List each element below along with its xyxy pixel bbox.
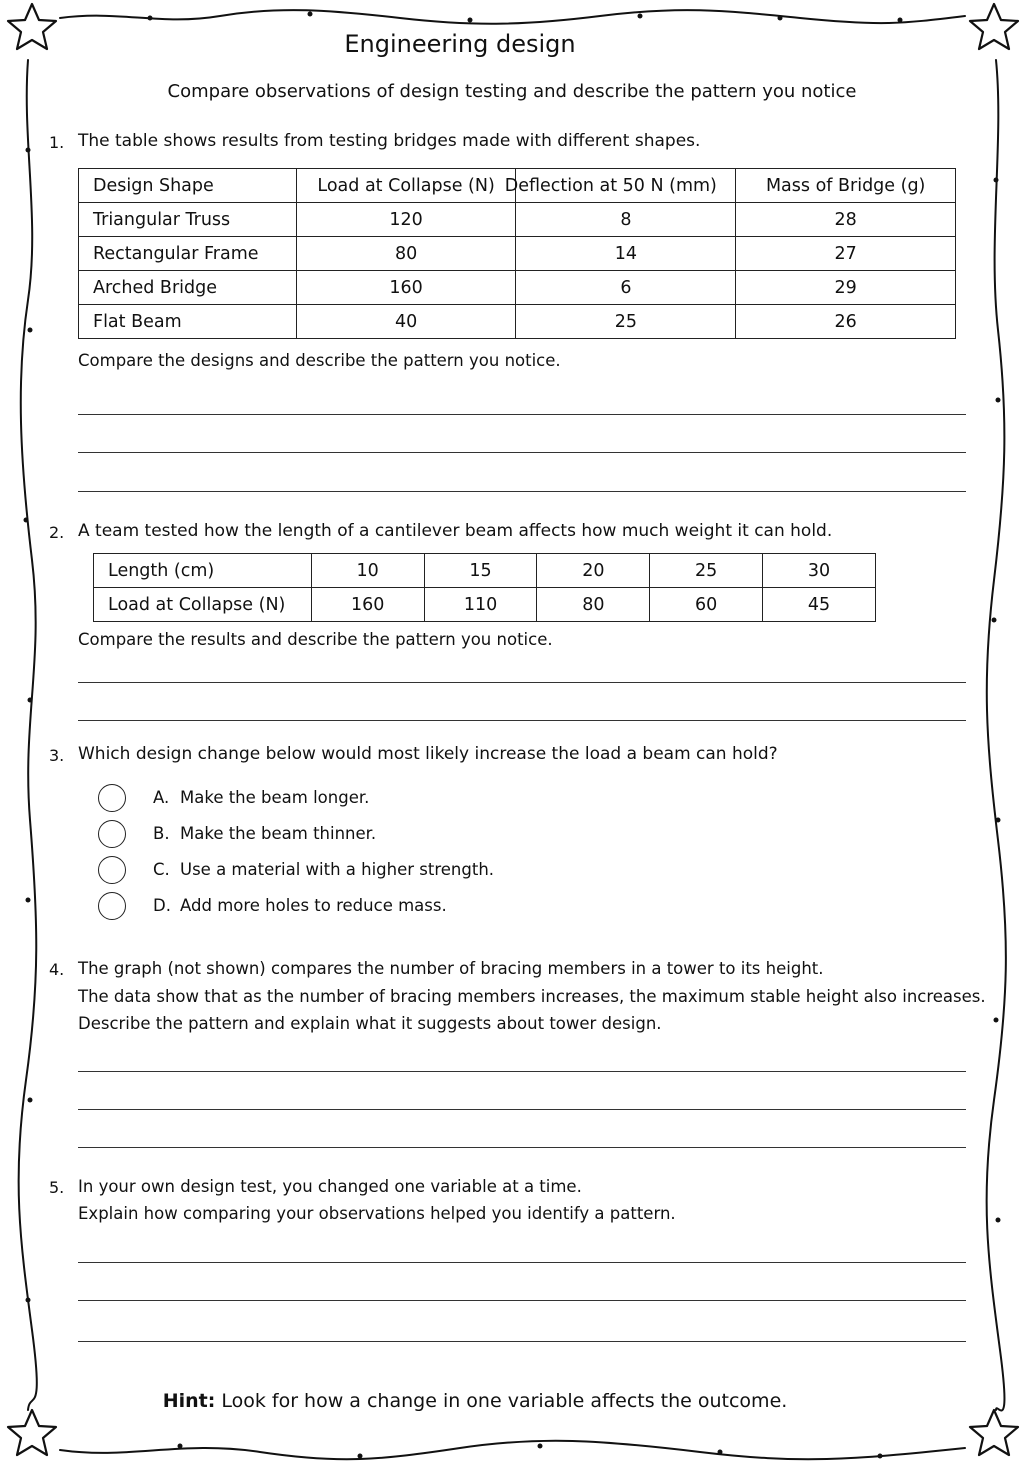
table-cell: 80 xyxy=(537,588,650,622)
table-cell: 14 xyxy=(516,237,736,271)
table-cell: 160 xyxy=(311,588,424,622)
radio-bubble-b[interactable] xyxy=(98,820,126,848)
table-header-cell: Load at Collapse (N) xyxy=(296,169,516,203)
table-cell: 28 xyxy=(736,203,956,237)
option-letter: B. xyxy=(153,824,170,843)
table-cell: Flat Beam xyxy=(79,305,297,339)
answer-line[interactable] xyxy=(78,491,966,492)
table-cell: Rectangular Frame xyxy=(79,237,297,271)
q3-number: 3. xyxy=(49,746,65,765)
table-cell: Load at Collapse (N) xyxy=(94,588,312,622)
q3-text: Which design change below would most likely increase the load a beam can hold? xyxy=(78,744,778,764)
table-cell: 8 xyxy=(516,203,736,237)
table-row xyxy=(79,203,956,237)
table-cell: 45 xyxy=(763,588,876,622)
star-icon xyxy=(970,4,1018,49)
table-row xyxy=(79,305,956,339)
beam-results-table xyxy=(93,553,876,622)
table-cell: 15 xyxy=(424,554,537,588)
answer-line[interactable] xyxy=(78,1300,966,1301)
table-cell: 29 xyxy=(736,271,956,305)
table-cell: 80 xyxy=(296,237,516,271)
table-cell: 60 xyxy=(650,588,763,622)
table-cell: 25 xyxy=(516,305,736,339)
table-cell: 30 xyxy=(763,554,876,588)
answer-line[interactable] xyxy=(78,682,966,683)
q4-number: 4. xyxy=(49,960,65,979)
answer-line[interactable] xyxy=(78,1262,966,1263)
table-cell: 27 xyxy=(736,237,956,271)
table-header-text: Deflection at 50 N (mm) xyxy=(504,175,717,196)
answer-line[interactable] xyxy=(78,1109,966,1110)
q2-text: A team tested how the length of a cantilever beam affects how much weight it can hold. xyxy=(78,521,833,541)
option-text: Make the beam longer. xyxy=(180,788,370,807)
answer-line[interactable] xyxy=(78,414,966,415)
q1-prompt: Compare the designs and describe the pattern you notice. xyxy=(78,351,561,370)
radio-bubble-d[interactable] xyxy=(98,892,126,920)
radio-bubble-c[interactable] xyxy=(98,856,126,884)
table-cell: 20 xyxy=(537,554,650,588)
table-cell: 120 xyxy=(296,203,516,237)
option-text: Add more holes to reduce mass. xyxy=(180,896,447,915)
table-header-cell: Mass of Bridge (g) xyxy=(736,169,956,203)
option-text: Make the beam thinner. xyxy=(180,824,377,843)
table-cell: 6 xyxy=(516,271,736,305)
option-letter: C. xyxy=(153,860,170,879)
table-cell: Arched Bridge xyxy=(79,271,297,305)
worksheet-subtitle: Compare observations of design testing and describe the pattern you notice xyxy=(167,81,857,102)
option-text: Use a material with a higher strength. xyxy=(180,860,495,879)
table-cell: 25 xyxy=(650,554,763,588)
answer-line[interactable] xyxy=(78,720,966,721)
star-icon xyxy=(8,1410,56,1455)
q5-line2: Explain how comparing your observations helped you identify a pattern. xyxy=(78,1204,676,1223)
table-row xyxy=(79,237,956,271)
radio-bubble-a[interactable] xyxy=(98,784,126,812)
q4-line2: The data show that as the number of bracing members increases, the maximum stable height also increases. xyxy=(78,987,986,1006)
q5-line1: In your own design test, you changed one variable at a time. xyxy=(78,1177,582,1196)
table-cell: 26 xyxy=(736,305,956,339)
option-letter: D. xyxy=(153,896,171,915)
worksheet-title: Engineering design xyxy=(344,30,576,58)
q1-number: 1. xyxy=(49,133,65,152)
table-header-cell xyxy=(504,169,736,203)
q5-number: 5. xyxy=(49,1178,65,1197)
table-cell: Triangular Truss xyxy=(79,203,297,237)
table-cell: 40 xyxy=(296,305,516,339)
q4-line1: The graph (not shown) compares the number of bracing members in a tower to its height. xyxy=(78,959,824,978)
table-cell: 10 xyxy=(311,554,424,588)
q2-number: 2. xyxy=(49,523,65,542)
hint-text xyxy=(0,1390,950,1412)
answer-line[interactable] xyxy=(78,1071,966,1072)
q2-prompt: Compare the results and describe the pattern you notice. xyxy=(78,630,553,649)
answer-line[interactable] xyxy=(78,452,966,453)
hint-label: Hint: xyxy=(162,1390,216,1412)
table-cell: Length (cm) xyxy=(94,554,312,588)
table-header-row xyxy=(79,169,956,203)
answer-line[interactable] xyxy=(78,1341,966,1342)
star-icon xyxy=(970,1410,1018,1455)
table-row xyxy=(94,588,876,622)
bridge-results-table xyxy=(78,168,956,339)
q1-text: The table shows results from testing bridges made with different shapes. xyxy=(78,131,701,151)
hint-body: Look for how a change in one variable affects the outcome. xyxy=(215,1390,788,1412)
table-header-cell: Design Shape xyxy=(79,169,297,203)
table-cell: 160 xyxy=(296,271,516,305)
table-row xyxy=(94,554,876,588)
table-row xyxy=(79,271,956,305)
option-letter: A. xyxy=(153,788,170,807)
answer-line[interactable] xyxy=(78,1147,966,1148)
table-cell: 110 xyxy=(424,588,537,622)
q4-line3: Describe the pattern and explain what it suggests about tower design. xyxy=(78,1014,662,1033)
